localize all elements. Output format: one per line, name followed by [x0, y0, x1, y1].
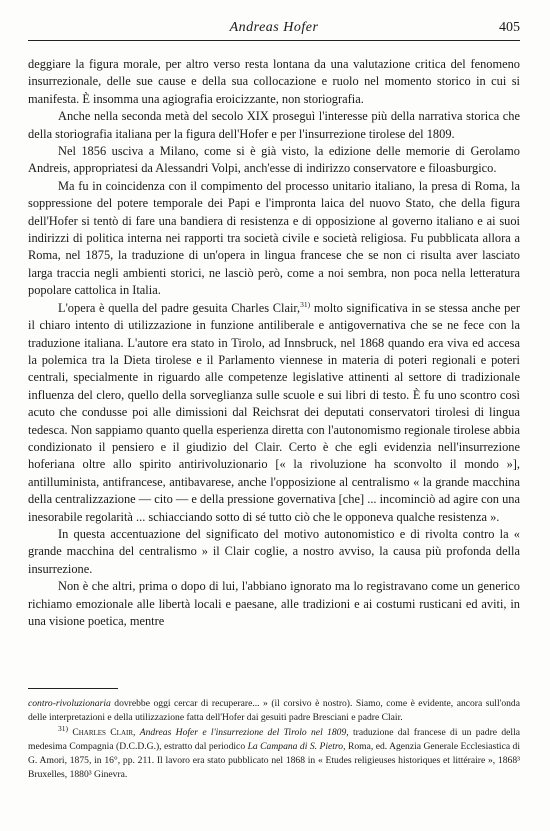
paragraph-text: molto significativa in se stessa anche per il chiaro intento di utilizzazione in funzione antiliberale e antigovernativa che se ne fece con la traduzione italiana. L'autore era stato in Tirolo, ad Innsbruck, nel 1868 quando era viva ed accesa la polemica tra la Dieta tirolese e il Parlamento viennese in materia di poteri regionali e poteri centrali, specialmente in riguardo alle competenze legislative attinenti al settore di tradizionale influenza del clero, quello della sorveglianza sulle scuole e sui libri di testo. È fu uno scontro così acuto che condusse poi alle dimissioni dal Reichsrat dei deputati conservatori tirolesi di lingua tedesca. Non sappiamo quanto quella esperienza diretta con l'autonomismo regionale tirolese abbia condizionato il pensiero e il giudizio del Clair. Certo è che egli evidenzia nell'insurrezione hoferiana oltre allo spirito antirivoluzionario [« la rivoluzione ha sconvolto il mondo »], antilluminista, antifrancese, antibavarese, anche l'opposizione al centralismo « la grande macchina della centralizzazione — cito — e della pressione governativa [che] ... incominciò ad agire con una inesorabile regolarità ... schiacciando sotto di sé tutto ciò che le opponeva qualche resistenza ». [28, 300, 520, 524]
paragraph: Nel 1856 usciva a Milano, come si è già visto, la edizione delle memorie di Gerolamo Andreis, appropriatesi da Alessandri Volpi, anch'esse di indirizzo conservatore e filoasburgico. [28, 144, 520, 176]
footnote-text: dovrebbe oggi cercar di recuperare... » (il corsivo è nostro). Siamo, come è evidente, ancora sull'onda delle interpretazioni e della utilizzazione fatta dell'Hofer dai gesuiti padre Bresciani e padre Clair. [28, 698, 520, 724]
footnote-continuation [28, 697, 520, 726]
paragraph: deggiare la figura morale, per altro verso resta lontana da una valutazione critica del fenomeno insurrezionale, delle sue cause e della sua collocazione e ruolo nel momento storico in cui si manifesta. È insomma una agiografia eroicizzante, non storiografia. [28, 57, 520, 106]
footnote-text: , Roma, ed. Agenzia Generale Ecclesiastica di G. Amori, 1875, in 16°, pp. 211. Il lavoro era stato pubblicato nel 1868 in « Etudes religieuses historiques et littéraire », 1868³ Bruxelles, 1880³ Ginevra. [28, 740, 520, 781]
footnote-author: Charles Clair [72, 726, 133, 738]
footnote-31 [28, 723, 521, 783]
paragraph-text: L'opera è quella del padre gesuita Charles Clair, [58, 300, 301, 315]
footnote-number: 31) [58, 723, 68, 733]
page-number: 405 [499, 20, 520, 35]
main-text [28, 56, 520, 630]
paragraph: Anche nella seconda metà del secolo XIX proseguì l'interesse più della narrativa storica che della storiografia italiana per la figura dell'Hofer e per l'insurrezione tirolese del 1809. [28, 109, 520, 141]
running-title: Andreas Hofer [229, 20, 319, 35]
running-header [28, 18, 520, 41]
footnote-italic: contro-rivoluzionaria [28, 698, 111, 709]
footnote-book-title: Andreas Hofer e l'insurrezione del Tirolo nel 1809 [139, 726, 347, 738]
footnote-separator-text: , [133, 726, 140, 738]
paragraph: Non è che altri, prima o dopo di lui, l'abbiano ignorato ma lo registravano come un generico richiamo emozionale alle libertà locali e paesane, alle tradizioni e ai costumi rusticani ed aviti, in una visione poetica, mentre [28, 579, 520, 628]
footnote-ref: 31) [300, 299, 311, 309]
paragraph: Ma fu in coincidenza con il compimento del processo unitario italiano, la presa di Roma, la soppressione del potere temporale dei Papi e l'impronta laica del nuovo Stato, che della figura dell'Hofer si tentò di fare una bandiera di resistenza e di opposizione al governo italiano e ai suoi indirizzi di politica interna nei rapporti tra società civile e società religiosa. Fu pubblicata allora a Roma, nel 1875, la traduzione di un'opera in lingua francese che se non ci risulta aver lasciato larga traccia negli ambienti storici, ne lasciò però, come a noi sembra, non poca nella letteratura popolare cattolica in Italia. [28, 178, 520, 298]
paragraph [28, 300, 520, 526]
footnote-text: , traduzione dal francese di un padre della medesima Compagnia (D.C.D.G.), estratto dal periodico [28, 726, 521, 752]
footnote-separator [28, 688, 118, 689]
footnote-periodical: La Campana di S. Pietro [247, 740, 344, 752]
paragraph: In questa accentuazione del significato del motivo autonomistico e di rivolta contro la « grande macchina del centralismo » il Clair coglie, a nostro avviso, la causa più profonda della insurrezione. [28, 526, 520, 576]
footnotes [28, 697, 520, 783]
